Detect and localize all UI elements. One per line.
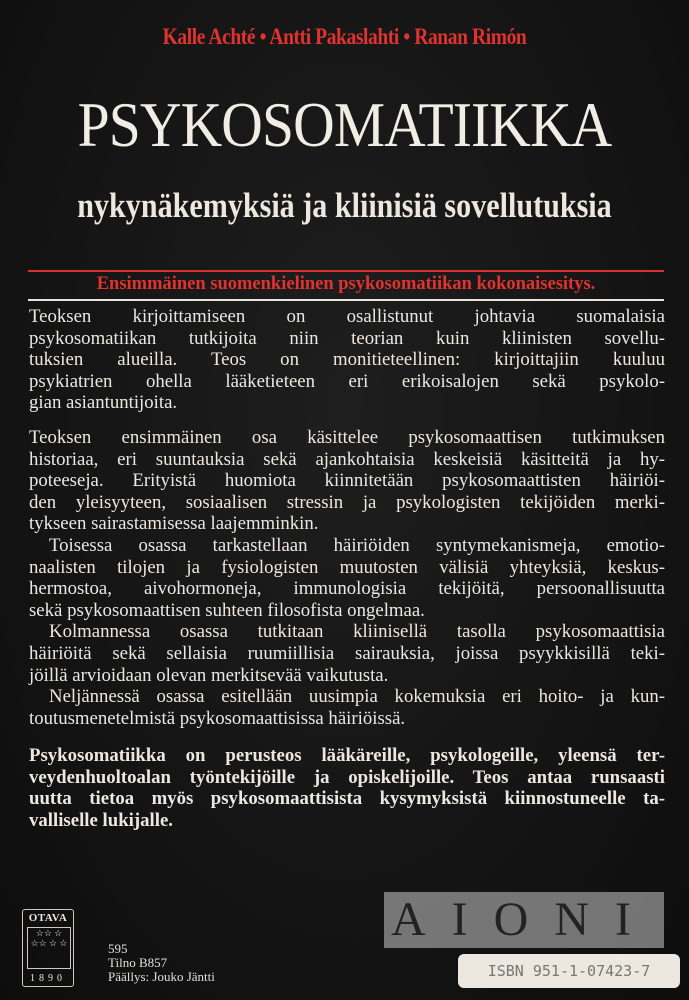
text-line: tykseen sairastamisessa laajemminkin. <box>29 513 319 535</box>
text-line: Teoksen ensimmäinen osa käsittelee psykosomaattisen tutkimuksen <box>29 426 665 448</box>
tagline: Ensimmäinen suomenkielinen psykosomatiikan kokonaisesitys. <box>96 274 596 294</box>
text-line: Psykosomatiikka on perusteos lääkäreille, psykologeille, yleensä ter- <box>29 745 665 767</box>
publisher-info <box>108 942 215 984</box>
text-line: toutusmenetelmistä psykosomaattisissa häiriöissä. <box>29 707 406 729</box>
book-subtitle: nykynäkemyksiä ja kliinisiä sovellutuksia <box>77 186 612 225</box>
text-line: uutta tietoa myös psykosomaattisista kysymyksistä kiinnostuneelle ta- <box>29 788 665 810</box>
red-divider <box>28 270 664 272</box>
paragraph-2 <box>29 427 665 535</box>
text-line: psykiatrien ohella lääketieteen eri erikoisalojen sekä psykolo- <box>29 370 665 392</box>
text-line: den yleisyyteen, sosiaalisen stressin ja psykologisten tekijöiden merki- <box>29 491 665 513</box>
text-line: poteeseja. Erityistä huomiota kiinnitetään psykosomaattisten häiriöi- <box>29 470 665 492</box>
text-line: Kolmannessa osassa tutkitaan kliinisellä tasolla psykosomaattisia <box>49 621 665 643</box>
text-line: hermostoa, aivohormoneja, immunologisia tekijöitä, persoonallisuutta <box>29 578 665 600</box>
text-line: veydenhuoltoalan työntekijöille ja opiskelijoille. Teos antaa runsaasti <box>29 766 665 788</box>
watermark-text: AIONI <box>391 893 657 946</box>
stars-icon: ☆☆ ☆ ☆☆ ☆ ☆ <box>27 927 71 969</box>
text-line: historiaa, eri suuntauksia sekä ajankohtaisia keskeisiä käsitteitä ja hy- <box>29 448 665 470</box>
otava-logo <box>22 909 74 987</box>
white-divider <box>28 299 664 301</box>
aioni-watermark <box>384 892 664 948</box>
text-line: naalisten tilojen ja fysiologisten muutosten välisiä yhteyksiä, keskus- <box>29 556 665 578</box>
tilno: Tilno B857 <box>108 955 168 970</box>
text-line: valliselle lukijalle. <box>29 810 173 832</box>
blurb <box>29 306 665 845</box>
text-line: gian asiantuntijoita. <box>29 392 178 414</box>
text-line: jöillä arvioidaan olevan merkitsevää vaikutusta. <box>29 664 389 686</box>
catalog-number: 595 <box>108 941 128 956</box>
authors: Kalle Achté • Antti Pakaslahti • Ranan Rimón <box>162 24 527 49</box>
text-line: Neljännessä osassa esitellään uusimpia kokemuksia eri hoito- ja kun- <box>49 686 665 708</box>
isbn-sticker: ISBN 951-1-07423-7 <box>458 954 680 988</box>
paragraph-1 <box>29 306 665 414</box>
logo-name: OTAVA <box>28 912 68 924</box>
text-line: tuksien alueilla. Teos on monitieteellinen: kirjoittajiin kuuluu <box>29 349 665 371</box>
text-line: häiriöitä sekä sellaisia ruumiillisia sairauksia, joissa psyykkisillä teki- <box>29 642 665 664</box>
text-line: Toisessa osassa tarkastellaan häiriöiden syntymekanismeja, emotio- <box>49 534 665 556</box>
text-line: psykosomatiikan tutkijoita niin teorian kuin kliinisten sovellu- <box>29 327 665 349</box>
paragraph-3 <box>29 535 665 621</box>
text-line: Teoksen kirjoittamiseen on osallistunut johtavia suomalaisia <box>29 306 665 327</box>
paragraph-5 <box>29 686 665 729</box>
paragraph-summary <box>29 745 665 831</box>
text-line: sekä psykosomaattisen suhteen filosofista ongelmaa. <box>29 599 425 621</box>
logo-year: 1890 <box>30 973 66 984</box>
cover-designer: Päällys: Jouko Jäntti <box>108 969 215 984</box>
book-title: PSYKOSOMATIIKKA <box>77 89 612 160</box>
paragraph-4 <box>29 621 665 686</box>
